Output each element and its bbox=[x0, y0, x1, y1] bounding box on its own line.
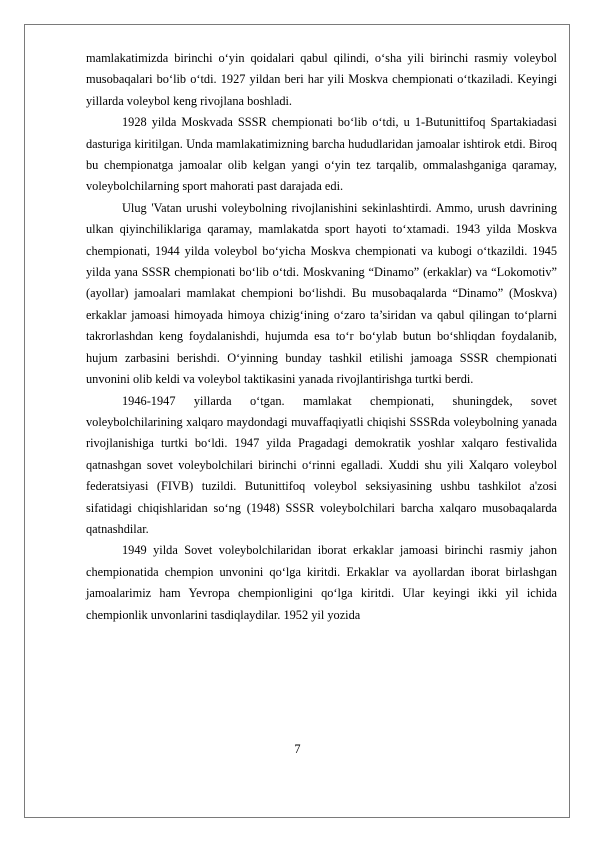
paragraph: 1946-1947 yillarda o‘tgan. mamlakat chempionati, shuningdek, sovet voleybolchilarining xalqaro maydondagi muvaffaqiyatli chiqishi SSSRda voleybolning yanada rivojlanishiga turtki bo‘ldi. 1947 yilda Pragadagi demokratik yoshlar xalqaro festivalida qatnashgan sovet voleybolchilari birinchi o‘rinni egalladi. Xuddi shu yili Xalqaro voleybol federatsiyasi (FIVB) tuzildi. Butunittifoq voleybol seksiyasining ushbu tashkilot a'zosi sifatidagi chiqishlaridan so‘ng (1948) SSSR voleybolchilari barcha xalqaro musobaqalarda qatnashdilar. bbox=[86, 393, 557, 536]
paragraph: 1928 yilda Moskvada SSSR chempionati bo‘lib o‘tdi, u 1-Butunittifoq Spartakiadasi dasturiga kiritilgan. Unda mamlakatimizning barcha hududlaridan jamoalar ishtirok etdi. Biroq bu chempionatga jamoalar olib kelgan yangi o‘yin tez tarqalib, ommalashganiga qaramay, voleybolchilarning sport mahorati past darajada edi. bbox=[86, 115, 557, 194]
paragraph: Ulug 'Vatan urushi voleybolning rivojlanishini sekinlashtirdi. Ammo, urush davrining ulkan qiyinchiliklariga qaramay, mamlakatda sport hayoti to‘xtamadi. 1943 yilda Moskva chempionati, 1944 yilda voleybol bo‘yicha Moskva chempionati va kubogi o‘tkazildi. 1945 yilda yana SSSR chempionati bo‘lib o‘tdi. Moskvaning “Dinamo” (erkaklar) va “Lokomotiv” (ayollar) jamoalari mamlakat chempioni bo‘lishdi. Bu musobaqalarda “Dinamo” (Moskva) erkaklar jamoasi himoyada himoya chizig‘ining o‘zaro ta’siridan va qabul qilingan to‘plarni takrorlashdan keng foydalanishdi, hujumda esa to‘r bo‘ylab butun bo‘shliqdan foydalanib, hujum zarbasini berishdi. O‘yinning bunday tashkil etilishi jamoaga SSSR chempionati unvonini olib keldi va voleybol taktikasini yanada rivojlantirishga turtki berdi. bbox=[86, 200, 557, 387]
page-number: 7 bbox=[294, 742, 301, 756]
document-body bbox=[86, 48, 557, 626]
paragraph: mamlakatimizda birinchi o‘yin qoidalari qabul qilindi, o‘sha yili birinchi rasmiy voleybol musobaqalari bo‘lib o‘tdi. 1927 yildan beri har yili Moskva chempionati o‘tkaziladi. Keyingi yillarda voleybol keng rivojlana boshladi. bbox=[86, 51, 557, 108]
paragraph: 1949 yilda Sovet voleybolchilaridan iborat erkaklar jamoasi birinchi rasmiy jahon chempionatida chempion unvonini qo‘lga kiritdi. Erkaklar va ayollardan iborat birlashgan jamoalarimiz ham Yevropa chempionligini qo‘lga kiritdi. Ular keyingi ikki yil ichida chempionlik unvonlarini tasdiqlaydilar. 1952 yil yozida bbox=[86, 543, 557, 622]
